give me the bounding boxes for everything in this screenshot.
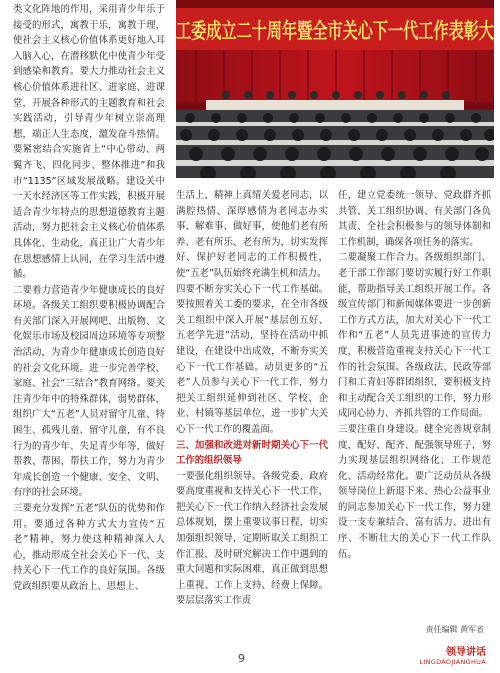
brand-title: 领导讲话 [446, 647, 486, 658]
meeting-photo [176, 0, 494, 178]
section-brand [419, 643, 486, 666]
paragraph: 三要注重自身建设。健全完善规章制度，配好、配齐、配强领导班子，努力实现基层组织网络化、工作规范化、活动经常化。要广泛动员从各级领导岗位上新退下来、热心公益事业的同志参加关心下一代工作，努力建设一支专兼结合、富有活力、进出有序、不断壮大的关心下一代工作队伍。 [338, 423, 491, 560]
paragraph: 一要强化组织领导。各级党委、政府要高度重视和支持关心下一代工作，把关心下一代工作纳入经济社会发展总体规划，摆上重要议事日程，切实加强组织领导，定期听取关工组织工作汇报，及时研究解决工作中遇到的重大问题和实际困难，真正做到思想上重视、工作上支持、经费上保障。要层层落实工作责 [176, 470, 328, 607]
paragraph: 生活上、精神上真情关爱老同志，以满腔热情、深厚感情为老同志办实事、解难事、做好事，使他们老有所养、老有所乐、老有所为，切实发挥好、保护好老同志的工作积极性，使“五老”队伍始终充满生机和活力。 [176, 190, 328, 279]
paragraph: 任，建立党委统一领导、党政群齐抓共管、关工组织协调、有关部门各负其责、全社会积极参与的领导体制和工作机制，确保各项任务的落实。 [338, 190, 491, 248]
editor-credit: 责任编辑 黄军省 [425, 625, 484, 634]
paragraph: 二要凝聚工作合力。各级组织部门、老干部工作部门要切实履行好工作职能，帮助指导关工组织开展工作。各级宣传部门和新闻媒体要进一步创新工作方式方法，加大对关心下一代工作和“五老”人员先进事迹的宣传力度，积极营造重视支持关心下一代工作的社会氛围。各级政法、民政等部门和工青妇等群团组织，要积极支持和主动配合关工组织的工作，努力形成同心协力、齐抓共管的工作局面。 [338, 252, 491, 420]
article-column-1 [13, 2, 165, 657]
paragraph: 四要不断夯实关心下一代工作基础。要按照着关工委的要求，在全市各级关工组织中深入开展“基层创五好、五老学先进”活动，坚持在活动中抓建设，在建设中出成效，不断夯实关心下一代工作基础。动员更多的“五老”人员参与关心下一代工作，努力把关工组织延伸到社区、学校、企业、村镇等基层单位，进一步扩大关心下一代工作的覆盖面。 [176, 283, 328, 435]
paragraph: 类文化阵地的作用，采用青少年乐于接受的形式，寓教于乐，寓教于理，使社会主义核心价值体系更好地入耳入脑入心，在潜移默化中使青少年受到感染和教育。要大力推动社会主义核心价值体系进社区、进家庭、进课堂，开展各种形式的主题教育和社会实践活动，引导青少年树立崇高理想，端正人生态度，激发奋斗热情。要紧密结合实施省上“中心带动、两翼齐飞、四化同步、整体推进”和我市“1135”区域发展战略。建设关中一天水经济区等工作实践，积极开展适合青少年特点的思想道德教育主题活动，努力把社会主义核心价值体系具体化、生动化，真正让广大青少年在思想感情上认同，在学习生活中遵循。 [13, 4, 165, 281]
article-column-2 [176, 188, 328, 658]
article-column-3 [338, 188, 491, 618]
page-number: 9 [238, 652, 245, 665]
paragraph: 二要着力营造青少年健康成长的良好环境。各级关工组织要积极协调配合有关部门深入开展网吧、出版物、文化娱乐市场及校园周边环境等专项整治活动，为青少年健康成长创造良好的社会文化环境。进一步完善学校、家庭、社会“三结合”教育网络。要关注青少年中的特殊群体，弱势群体，组织广大“五老”人员对留守儿童、特困生、孤残儿童、留守儿童，有不良行为的青少年、失足青少年等，做好帮教、帮困、帮扶工作，努力为青少年成长创造一个健康、安全、文明、有序的社会环境。 [13, 284, 165, 499]
photo-banner-text: 工委成立二十周年暨全市关心下一代工作表彰大 [176, 19, 494, 43]
paragraph: 三要充分发挥“五老”队伍的优势和作用。要通过各种方式大力宣传“五老”精神，努力使这种精神深入人心，推动形成全社会关心下一代、支持关心下一代工作的良好氛围。各级党政组织要从政治上、思想上、 [13, 503, 165, 592]
section-heading: 三、加强和改进对新时期关心下一代工作的组织领导 [176, 439, 328, 467]
brand-subtitle: LINGDAOJIANGHUA [419, 658, 486, 666]
